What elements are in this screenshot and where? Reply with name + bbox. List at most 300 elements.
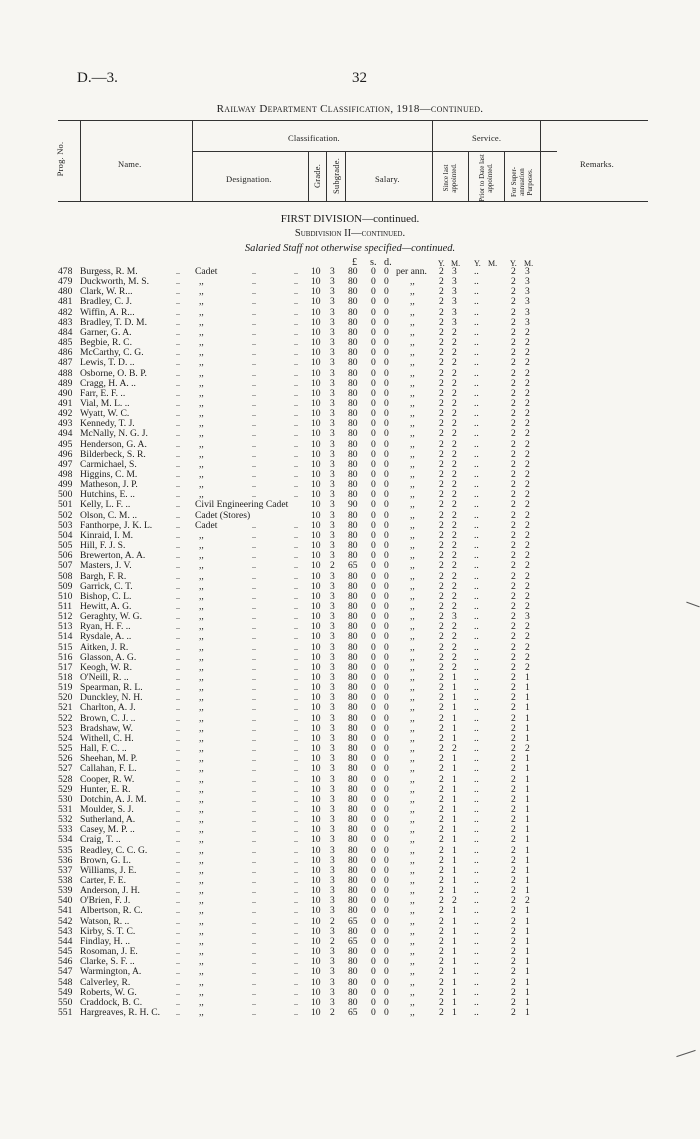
row-number: 536 — [58, 854, 73, 866]
row-per: ,, — [410, 966, 415, 978]
row-since-months: 2 — [452, 428, 457, 440]
leader-dots: .. — [252, 439, 256, 449]
row-super-months: 2 — [525, 357, 530, 369]
table-title — [0, 103, 700, 115]
leader-dots: .. — [294, 277, 298, 287]
leader-dots: .. — [294, 541, 298, 551]
row-super-years: 2 — [511, 773, 516, 785]
row-shillings: 0 — [371, 266, 376, 277]
row-pence: 0 — [384, 793, 389, 805]
row-pounds: 80 — [348, 458, 358, 470]
header-prior-to — [478, 154, 494, 202]
row-name: Farr, E. F. .. — [80, 387, 126, 399]
row-grade: 10 — [311, 326, 321, 338]
row-shillings: 0 — [371, 580, 376, 592]
leader-dots: .. — [176, 541, 180, 551]
row-name: Albertson, R. C. — [80, 905, 143, 917]
row-prior-years: .. — [474, 347, 479, 359]
row-number: 480 — [58, 286, 73, 298]
row-since-months: 2 — [452, 469, 457, 480]
row-per: ,, — [410, 276, 415, 288]
row-pence: 0 — [384, 885, 389, 897]
row-shillings: 0 — [371, 773, 376, 785]
row-number: 503 — [58, 519, 73, 531]
row-since-months: 1 — [452, 803, 457, 815]
row-pence: 0 — [384, 1006, 389, 1018]
row-name: Clark, W. R... — [80, 286, 133, 298]
row-since-years: 2 — [439, 651, 444, 663]
leader-dots: .. — [252, 713, 256, 723]
row-super-months: 1 — [525, 875, 530, 886]
row-name: O'Brien, F. J. — [80, 895, 131, 907]
row-shillings: 0 — [371, 611, 376, 623]
row-since-years: 2 — [439, 814, 444, 826]
row-pounds: 80 — [348, 854, 358, 866]
row-super-years: 2 — [511, 550, 516, 562]
header-since-last-text: Since last appointed. — [442, 163, 458, 193]
row-subgrade: 3 — [330, 621, 335, 633]
row-per: ,, — [410, 428, 415, 440]
row-prior-years: .. — [474, 875, 479, 886]
leader-dots: .. — [294, 774, 298, 784]
row-pounds: 80 — [348, 519, 358, 531]
row-designation: ,, — [199, 458, 204, 470]
row-super-months: 1 — [525, 956, 530, 968]
row-number: 514 — [58, 631, 73, 643]
row-designation: ,, — [199, 611, 204, 623]
row-since-years: 2 — [439, 743, 444, 755]
row-super-months: 1 — [525, 996, 530, 1008]
row-grade: 10 — [311, 743, 321, 755]
row-since-years: 2 — [439, 580, 444, 592]
leader-dots: .. — [176, 662, 180, 672]
row-subgrade: 3 — [330, 803, 335, 815]
leader-dots: .. — [252, 571, 256, 581]
leader-dots: .. — [252, 591, 256, 601]
leader-dots: .. — [252, 368, 256, 378]
row-super-years: 2 — [511, 377, 516, 389]
row-prior-years: .. — [474, 316, 479, 328]
unit-years-1: Y. — [438, 259, 445, 268]
row-number: 485 — [58, 337, 73, 349]
row-name: Readley, C. C. G. — [80, 844, 148, 856]
row-super-years: 2 — [511, 397, 516, 409]
leader-dots: .. — [294, 886, 298, 896]
row-designation: ,, — [199, 479, 204, 491]
row-super-months: 1 — [525, 692, 530, 704]
row-name: Hall, F. C. .. — [80, 743, 127, 755]
row-subgrade: 3 — [330, 367, 335, 379]
row-name: Ryan, H. F. .. — [80, 621, 131, 633]
row-super-months: 2 — [525, 600, 530, 612]
row-since-years: 2 — [439, 418, 444, 430]
row-super-months: 2 — [525, 651, 530, 663]
row-name: Sutherland, A. — [80, 814, 136, 826]
row-pounds: 80 — [348, 783, 358, 795]
row-grade: 10 — [311, 560, 321, 572]
row-super-months: 2 — [525, 377, 530, 389]
row-since-years: 2 — [439, 479, 444, 491]
row-prior-years: .. — [474, 590, 479, 602]
leader-dots: .. — [252, 906, 256, 916]
row-subgrade: 3 — [330, 783, 335, 795]
row-shillings: 0 — [371, 692, 376, 704]
leader-dots: .. — [294, 449, 298, 459]
row-super-months: 1 — [525, 732, 530, 744]
row-pounds: 90 — [348, 499, 358, 511]
row-subgrade: 3 — [330, 966, 335, 978]
row-designation: ,, — [199, 996, 204, 1008]
row-subgrade: 3 — [330, 824, 335, 836]
row-pounds: 80 — [348, 743, 358, 755]
leader-dots: .. — [294, 713, 298, 723]
row-shillings: 0 — [371, 763, 376, 775]
row-pounds: 65 — [348, 915, 358, 927]
row-name: Keogh, W. R. — [80, 661, 132, 673]
col-divider — [432, 120, 433, 201]
leader-dots: .. — [294, 673, 298, 682]
leader-dots: .. — [252, 327, 256, 337]
row-name: Bradley, T. D. M. — [80, 316, 147, 328]
leader-dots: .. — [176, 530, 180, 540]
row-prior-years: .. — [474, 357, 479, 369]
leader-dots: .. — [294, 936, 298, 946]
row-super-years: 2 — [511, 479, 516, 491]
leader-dots: .. — [176, 987, 180, 997]
leader-dots: .. — [252, 622, 256, 632]
row-since-months: 2 — [452, 347, 457, 359]
row-pounds: 80 — [348, 377, 358, 389]
leader-dots: .. — [294, 530, 298, 540]
row-super-years: 2 — [511, 418, 516, 430]
leader-dots: .. — [176, 520, 180, 530]
row-grade: 10 — [311, 529, 321, 541]
row-shillings: 0 — [371, 326, 376, 338]
row-shillings: 0 — [371, 387, 376, 399]
row-prior-years: .. — [474, 946, 479, 958]
row-pounds: 80 — [348, 803, 358, 815]
row-since-months: 1 — [452, 814, 457, 826]
row-grade: 10 — [311, 266, 321, 277]
leader-dots: .. — [252, 419, 256, 429]
leader-dots: .. — [252, 409, 256, 419]
row-prior-years: .. — [474, 499, 479, 511]
row-designation: ,, — [199, 621, 204, 633]
row-prior-years: .. — [474, 540, 479, 552]
row-designation: ,, — [199, 946, 204, 958]
row-super-months: 1 — [525, 803, 530, 815]
row-designation: Cadet — [195, 519, 218, 531]
row-super-years: 2 — [511, 753, 516, 765]
leader-dots: .. — [252, 612, 256, 622]
row-per: ,, — [410, 732, 415, 744]
leader-dots: .. — [252, 520, 256, 530]
row-grade: 10 — [311, 834, 321, 846]
leader-dots: .. — [176, 409, 180, 419]
row-super-years: 2 — [511, 337, 516, 349]
row-since-years: 2 — [439, 509, 444, 521]
leader-dots: .. — [176, 936, 180, 946]
row-designation: ,, — [199, 976, 204, 988]
row-super-years: 2 — [511, 408, 516, 420]
row-number: 492 — [58, 408, 73, 420]
row-super-months: 1 — [525, 682, 530, 694]
leader-dots: .. — [294, 622, 298, 632]
row-pence: 0 — [384, 854, 389, 866]
row-designation: ,, — [199, 306, 204, 318]
row-subgrade: 3 — [330, 377, 335, 389]
row-subgrade: 3 — [330, 540, 335, 552]
row-super-years: 2 — [511, 611, 516, 623]
row-subgrade: 3 — [330, 875, 335, 886]
row-super-years: 2 — [511, 956, 516, 968]
leader-dots: .. — [294, 703, 298, 713]
row-since-years: 2 — [439, 925, 444, 937]
row-grade: 10 — [311, 702, 321, 714]
row-subgrade: 3 — [330, 743, 335, 755]
row-designation: ,, — [199, 935, 204, 947]
row-shillings: 0 — [371, 885, 376, 897]
row-per: ,, — [410, 702, 415, 714]
row-designation: ,, — [199, 672, 204, 683]
row-pounds: 80 — [348, 753, 358, 765]
row-shillings: 0 — [371, 834, 376, 846]
row-number: 519 — [58, 682, 73, 694]
row-since-months: 3 — [452, 276, 457, 288]
row-super-months: 1 — [525, 854, 530, 866]
row-since-months: 3 — [452, 611, 457, 623]
row-pounds: 80 — [348, 996, 358, 1008]
row-number: 501 — [58, 499, 73, 511]
row-per: ,, — [410, 408, 415, 420]
row-pounds: 65 — [348, 1006, 358, 1018]
row-shillings: 0 — [371, 469, 376, 480]
row-grade: 10 — [311, 316, 321, 328]
row-shillings: 0 — [371, 600, 376, 612]
row-name: Clarke, S. F. .. — [80, 956, 135, 968]
row-super-months: 2 — [525, 408, 530, 420]
row-number: 538 — [58, 875, 73, 886]
row-per: ,, — [410, 367, 415, 379]
row-per: ,, — [410, 286, 415, 298]
row-pence: 0 — [384, 357, 389, 369]
row-name: Bradshaw, W. — [80, 722, 133, 734]
row-since-years: 2 — [439, 600, 444, 612]
row-super-months: 2 — [525, 326, 530, 338]
row-per: ,, — [410, 875, 415, 886]
row-name: Sheehan, M. P. — [80, 753, 138, 765]
row-designation: ,, — [199, 560, 204, 572]
row-pence: 0 — [384, 682, 389, 694]
row-shillings: 0 — [371, 438, 376, 450]
leader-dots: .. — [294, 551, 298, 561]
leader-dots: .. — [252, 449, 256, 459]
row-super-months: 2 — [525, 895, 530, 907]
row-subgrade: 3 — [330, 509, 335, 521]
row-prior-years: .. — [474, 712, 479, 724]
row-since-months: 1 — [452, 966, 457, 978]
row-per: ,, — [410, 773, 415, 785]
leader-dots: .. — [294, 1007, 298, 1017]
row-super-months: 1 — [525, 1006, 530, 1018]
leader-dots: .. — [252, 1007, 256, 1017]
leader-dots: .. — [252, 490, 256, 500]
row-designation: ,, — [199, 844, 204, 856]
row-super-months: 1 — [525, 844, 530, 856]
row-number: 509 — [58, 580, 73, 592]
row-pounds: 80 — [348, 428, 358, 440]
row-number: 506 — [58, 550, 73, 562]
row-per: ,, — [410, 560, 415, 572]
row-prior-years: .. — [474, 266, 479, 277]
row-name: Higgins, C. M. — [80, 469, 138, 480]
row-grade: 10 — [311, 428, 321, 440]
row-grade: 10 — [311, 367, 321, 379]
leader-dots: .. — [294, 601, 298, 611]
row-designation: ,, — [199, 326, 204, 338]
row-since-years: 2 — [439, 397, 444, 409]
row-number: 549 — [58, 986, 73, 998]
row-name: Masters, J. V. — [80, 560, 132, 572]
row-since-years: 2 — [439, 875, 444, 886]
row-prior-years: .. — [474, 631, 479, 643]
row-pence: 0 — [384, 611, 389, 623]
row-designation: ,, — [199, 966, 204, 978]
row-number: 520 — [58, 692, 73, 704]
row-since-years: 2 — [439, 641, 444, 653]
row-since-months: 2 — [452, 387, 457, 399]
leader-dots: .. — [294, 581, 298, 591]
table-row — [0, 1007, 700, 1018]
row-subgrade: 3 — [330, 438, 335, 450]
row-pence: 0 — [384, 722, 389, 734]
row-pounds: 80 — [348, 824, 358, 836]
row-pounds: 65 — [348, 560, 358, 572]
row-subgrade: 2 — [330, 935, 335, 947]
row-pence: 0 — [384, 580, 389, 592]
leader-dots: .. — [176, 419, 180, 429]
row-super-years: 2 — [511, 367, 516, 379]
leader-dots: .. — [294, 865, 298, 875]
row-grade: 10 — [311, 296, 321, 308]
leader-dots: .. — [176, 804, 180, 814]
row-number: 479 — [58, 276, 73, 288]
row-name: Geraghty, W. G. — [80, 611, 142, 623]
row-since-years: 2 — [439, 783, 444, 795]
header-top-rule — [58, 120, 648, 121]
row-pence: 0 — [384, 418, 389, 430]
leader-dots: .. — [294, 683, 298, 693]
row-since-months: 2 — [452, 529, 457, 541]
header-classification: Classification. — [288, 133, 340, 143]
row-since-months: 1 — [452, 976, 457, 988]
row-prior-years: .. — [474, 397, 479, 409]
row-super-years: 2 — [511, 803, 516, 815]
row-since-months: 1 — [452, 915, 457, 927]
row-since-years: 2 — [439, 276, 444, 288]
row-per: ,, — [410, 519, 415, 531]
leader-dots: .. — [294, 987, 298, 997]
row-name: Bilderbeck, S. R. — [80, 448, 146, 460]
row-name: Warmington, A. — [80, 966, 142, 978]
row-subgrade: 3 — [330, 885, 335, 897]
leader-dots: .. — [176, 348, 180, 358]
leader-dots: .. — [176, 652, 180, 662]
row-name: Garner, G. A. — [80, 326, 132, 338]
subdivision-text: Subdivision II—continued. — [294, 228, 406, 239]
row-subgrade: 3 — [330, 479, 335, 491]
row-since-months: 2 — [452, 458, 457, 470]
row-number: 491 — [58, 397, 73, 409]
row-prior-years: .. — [474, 408, 479, 420]
row-prior-years: .. — [474, 814, 479, 826]
row-per: ,, — [410, 753, 415, 765]
row-pence: 0 — [384, 946, 389, 958]
row-since-years: 2 — [439, 905, 444, 917]
row-grade: 10 — [311, 692, 321, 704]
row-number: 518 — [58, 672, 73, 683]
row-shillings: 0 — [371, 966, 376, 978]
row-shillings: 0 — [371, 408, 376, 420]
row-pounds: 80 — [348, 489, 358, 501]
header-prog-no: Prog. No. — [55, 141, 65, 177]
row-shillings: 0 — [371, 743, 376, 755]
row-since-months: 1 — [452, 905, 457, 917]
row-subgrade: 3 — [330, 753, 335, 765]
row-subgrade: 3 — [330, 296, 335, 308]
row-since-years: 2 — [439, 286, 444, 298]
row-shillings: 0 — [371, 986, 376, 998]
row-name: Carmichael, S. — [80, 458, 137, 470]
row-subgrade: 3 — [330, 519, 335, 531]
leader-dots: .. — [176, 612, 180, 622]
row-shillings: 0 — [371, 946, 376, 958]
row-since-years: 2 — [439, 296, 444, 308]
row-number: 542 — [58, 915, 73, 927]
leader-dots: .. — [176, 693, 180, 703]
row-prior-years: .. — [474, 905, 479, 917]
row-name: Aitken, J. R. — [80, 641, 129, 653]
row-designation: ,, — [199, 986, 204, 998]
row-per: ,, — [410, 448, 415, 460]
row-super-years: 2 — [511, 326, 516, 338]
row-shillings: 0 — [371, 316, 376, 328]
row-name: Brown, C. J. .. — [80, 712, 136, 724]
row-subgrade: 3 — [330, 864, 335, 876]
row-since-years: 2 — [439, 915, 444, 927]
leader-dots: .. — [294, 632, 298, 642]
row-since-months: 2 — [452, 651, 457, 663]
staff-note-heading — [0, 243, 700, 254]
row-name: Vial, M. L. .. — [80, 397, 130, 409]
row-subgrade: 3 — [330, 306, 335, 318]
leader-dots: .. — [176, 906, 180, 916]
unit-pence: d. — [384, 257, 392, 268]
row-since-months: 1 — [452, 956, 457, 968]
row-pence: 0 — [384, 590, 389, 602]
leader-dots: .. — [252, 886, 256, 896]
row-pounds: 80 — [348, 469, 358, 480]
row-subgrade: 3 — [330, 712, 335, 724]
row-prior-years: .. — [474, 834, 479, 846]
row-prior-years: .. — [474, 935, 479, 947]
row-super-years: 2 — [511, 540, 516, 552]
margin-mark — [676, 1050, 695, 1057]
row-shillings: 0 — [371, 367, 376, 379]
row-since-years: 2 — [439, 590, 444, 602]
row-grade: 10 — [311, 732, 321, 744]
row-shillings: 0 — [371, 905, 376, 917]
